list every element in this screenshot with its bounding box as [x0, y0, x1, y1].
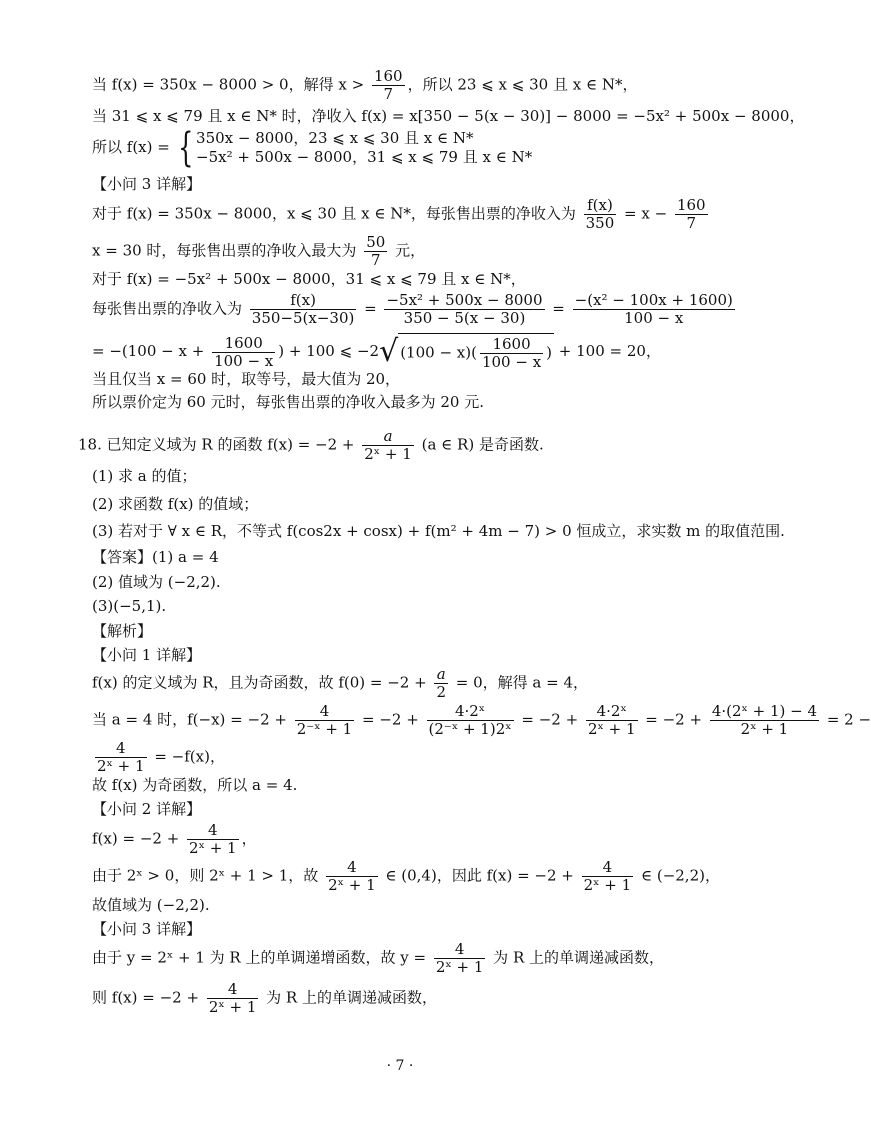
solution-line: 当 31 ⩽ x ⩽ 79 且 x ∈ N* 时，净收入 f(x) = x[350 − 5(x − 30)] − 8000 = −5x² + 500x − 8000， [92, 107, 805, 125]
solution-line: 则 f(x) = −2 + $\frac{4}{\text{2ˣ + 1}}$ 为 R 上的单调递减函数， [92, 980, 437, 1016]
sub-question-1: (1) 求 a 的值； [92, 467, 197, 485]
sqrt-expression: √ (100 − x)( $\frac{1600}{100 - x}$ ) [379, 334, 553, 371]
sub-question-3: (3) 若对于 ∀ x ∈ R，不等式 f(cos2x + cosx) + f(m² + 4m − 7) > 0 恒成立，求实数 m 的取值范围. [92, 522, 785, 540]
solution-line: 由于 2ˣ > 0，则 2ˣ + 1 > 1，故 $\frac{4}{\text{2ˣ + 1}}$ ∈ (0,4)，因此 f(x) = −2 + $\frac{4}{\text{2ˣ + 1}}$ ∈ (−2,2)， [92, 858, 720, 894]
solution-line: 所以票价定为 60 元时，每张售出票的净收入最多为 20 元. [92, 393, 485, 411]
solution-line: 当且仅当 x = 60 时，取等号，最大值为 20， [92, 370, 401, 388]
solution-line: f(x) = −2 + $\frac{4}{\text{2ˣ + 1}}$ ， [92, 821, 257, 857]
text: ，所以 23 ⩽ x ⩽ 30 且 x ∈ N*， [407, 75, 638, 94]
analysis-heading: 【解析】 [92, 622, 153, 640]
section-heading: 【小问 3 详解】 [92, 175, 202, 193]
solution-line [92, 68, 637, 103]
section-heading: 【小问 1 详解】 [92, 646, 202, 664]
solution-line: x = 30 时，每张售出票的净收入最大为 $\frac{50}{7}$ 元， [92, 233, 426, 269]
solution-line: 每张售出票的净收入为 $\frac{f(x)}{350-5(x-30)}$ = $\frac{\text{−5x² + 500x − 8000}}{350 - 5(x - 30)}$ = $\frac{\text{−(x² − 100x + 1600)}}{100 - x}$ [92, 291, 733, 327]
solution-line: $\frac{4}{\text{2ˣ + 1}}$ = −f(x)， [97, 739, 225, 775]
answer-3: (3)(−5,1). [92, 597, 167, 615]
sub-question-2: (2) 求函数 f(x) 的值域； [92, 495, 259, 513]
answer-2: (2) 值域为 (−2,2). [92, 573, 221, 591]
solution-line: 对于 f(x) = −5x² + 500x − 8000，31 ⩽ x ⩽ 79 且 x ∈ N*， [92, 270, 526, 288]
solution-line: 故值域为 (−2,2). [92, 896, 210, 914]
text: 当 f(x) = 350x − 8000 > 0，解得 x > [92, 75, 369, 94]
solution-line: 对于 f(x) = 350x − 8000，x ⩽ 30 且 x ∈ N*，每张售出票的净收入为 $\frac{f(x)}{350}$ = x − $\frac{160}{7}$ [92, 196, 706, 232]
question-18: 18. 已知定义域为 R 的函数 f(x) = −2 + $\frac{a}{\text{2ˣ + 1}}$ (a ∈ R) 是奇函数. [78, 427, 544, 463]
solution-line: f(x) 的定义域为 R，且为奇函数，故 f(0) = −2 + $\frac{a}{2}$ = 0，解得 a = 4， [92, 665, 588, 701]
cases: 350x − 8000，23 ⩽ x ⩽ 30 且 x ∈ N* −5x² + 500x − 8000，31 ⩽ x ⩽ 79 且 x ∈ N* [196, 129, 533, 166]
text: 所以 f(x) = [92, 138, 175, 156]
brace-symbol: { [177, 125, 193, 171]
piecewise-function [92, 125, 533, 171]
solution-line: = −(100 − x + $\frac{1600}{100 - x}$ ) + 100 ⩽ −2√ (100 − x)( $\frac{1600}{100 - x}$ ) + 100 = 20， [92, 333, 661, 371]
section-heading: 【小问 3 详解】 [92, 920, 202, 938]
solution-line: 当 a = 4 时，f(−x) = −2 + $\frac{4}{\text{2⁻ˣ + 1}}$ = −2 + $\frac{\text{4·2ˣ}}{\text{(2⁻ˣ + 1)2ˣ}}$ = −2 + $\frac{\text{4·2ˣ}}{\text{2ˣ + 1}}$ = −2 + $\frac{\text{4·(2ˣ + 1) − 4}}{\text{2ˣ + 1}}$ = 2 − [92, 702, 871, 738]
solution-line: 由于 y = 2ˣ + 1 为 R 上的单调递增函数，故 y = $\frac{4}{\text{2ˣ + 1}}$ 为 R 上的单调递减函数， [92, 940, 665, 976]
page-number: · 7 · [386, 1058, 414, 1074]
solution-line: 故 f(x) 为奇函数，所以 a = 4. [92, 776, 298, 794]
section-heading: 【小问 2 详解】 [92, 800, 202, 818]
answer-1: 【答案】(1) a = 4 [92, 548, 219, 566]
fraction: $\frac{160}{7}$ [373, 67, 403, 103]
